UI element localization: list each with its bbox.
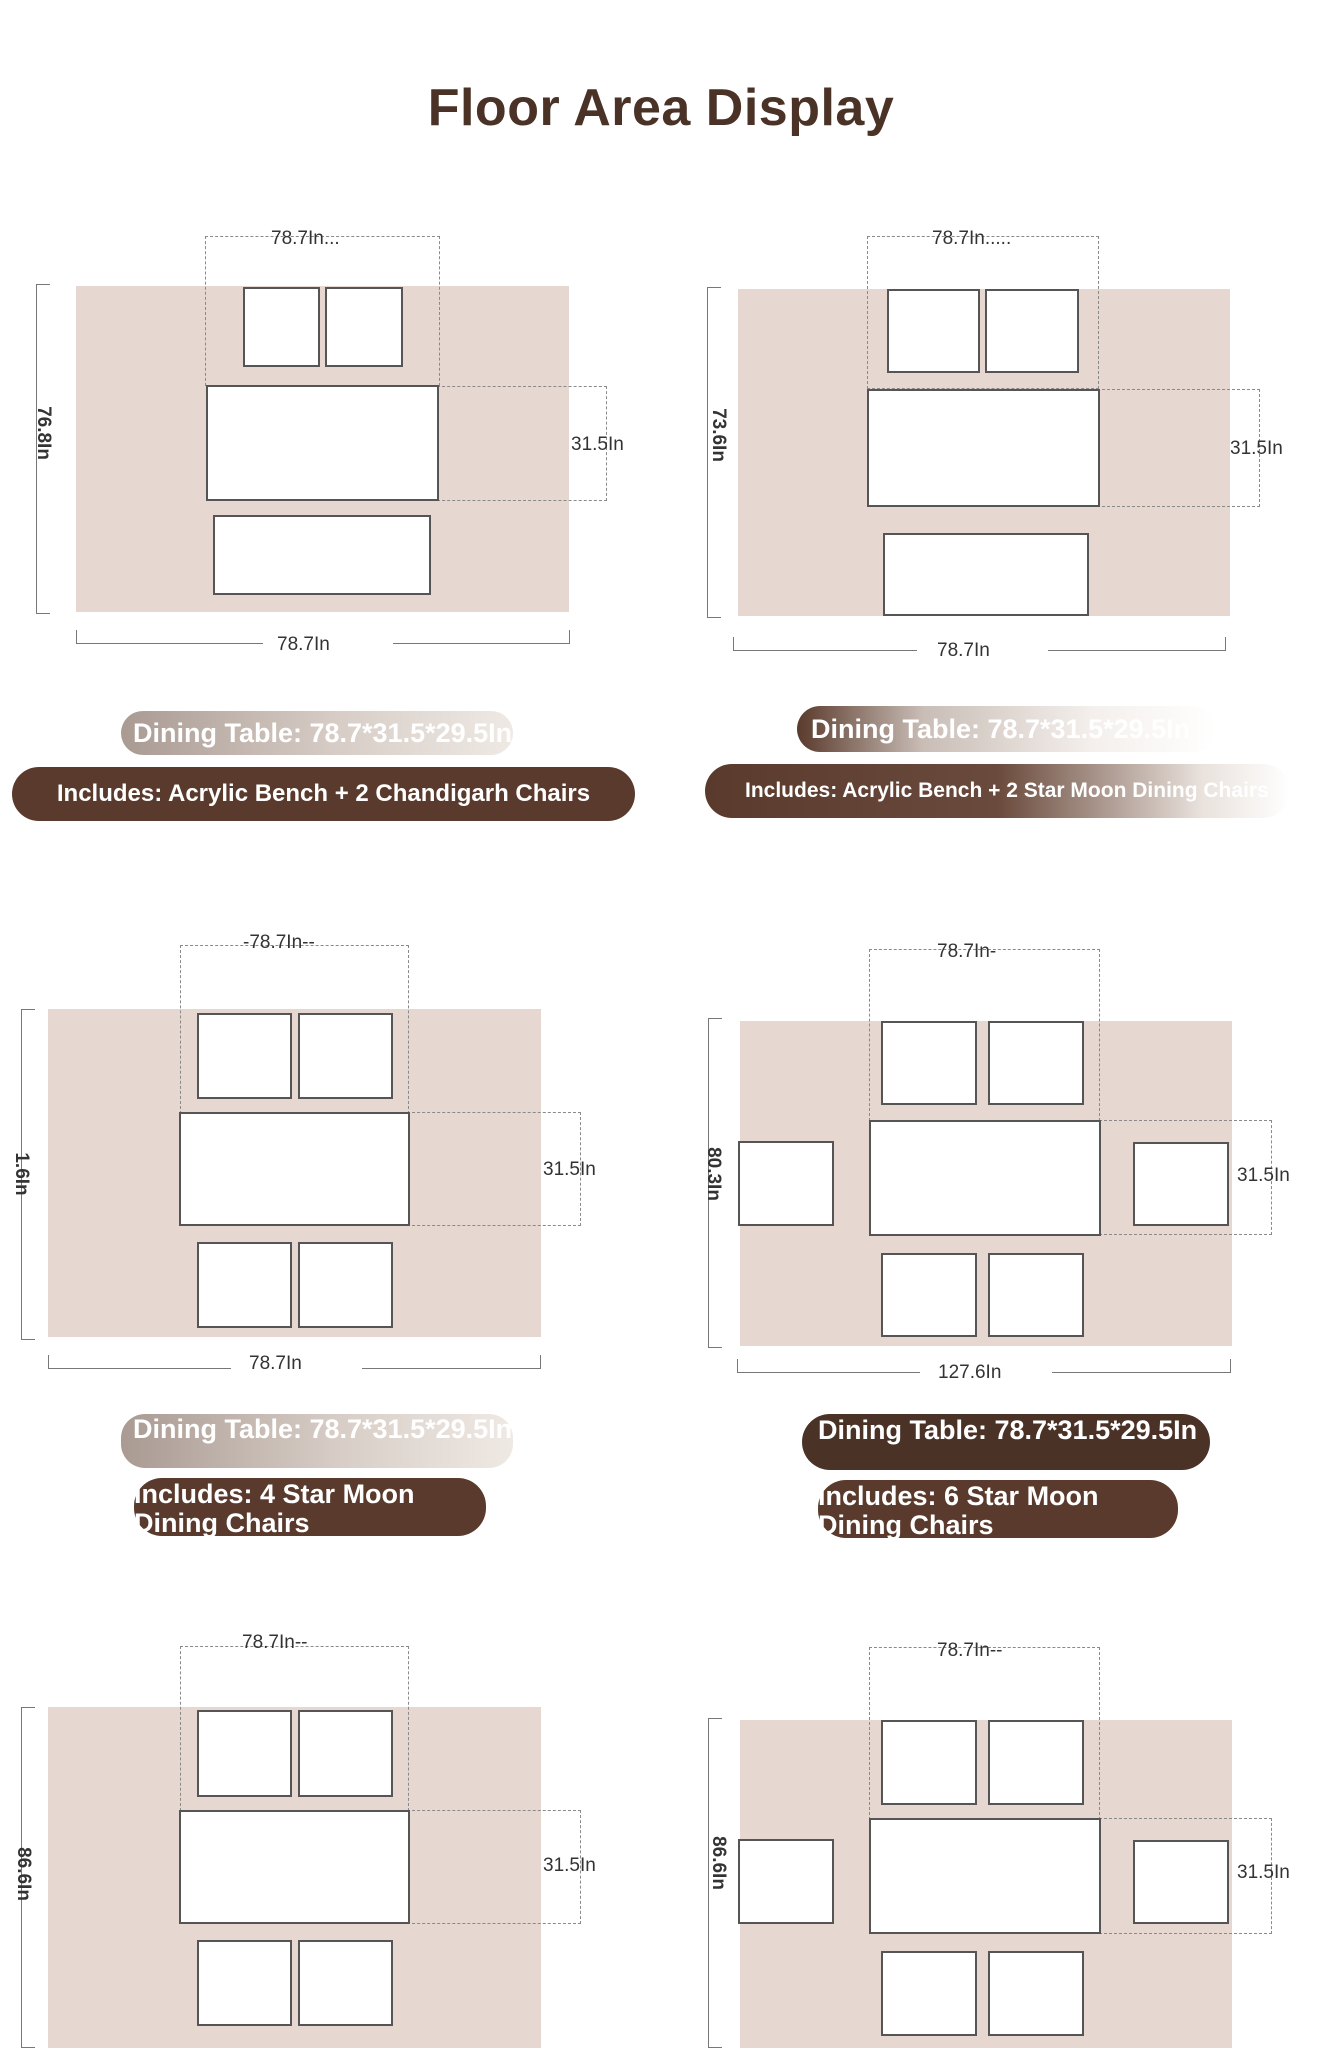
- chair-top-left: [197, 1710, 292, 1797]
- chair-bottom-right: [298, 1242, 393, 1328]
- chair-bottom-left: [197, 1940, 292, 2026]
- right-dimension: 31.5In: [571, 434, 624, 455]
- bottom-bracket-left: [76, 643, 263, 644]
- top-dimension: -78.7In--: [243, 932, 315, 953]
- right-dimension: 31.5In: [1237, 1165, 1290, 1186]
- right-dimension: 31.5In: [1230, 438, 1283, 459]
- bottom-bracket-right: [1048, 650, 1226, 651]
- dining-table-label: Dining Table: 78.7*31.5*29.5In: [121, 1414, 513, 1468]
- top-dimension: 78.7In--: [242, 1632, 308, 1653]
- bottom-tick-right: [569, 630, 570, 644]
- bottom-tick-right: [540, 1355, 541, 1369]
- dining-table: [179, 1810, 410, 1924]
- bottom-bracket-right: [393, 643, 570, 644]
- bottom-tick-left: [737, 1359, 738, 1373]
- bottom-bracket-left: [737, 1372, 920, 1373]
- side-dimension: 1.6In: [11, 1152, 32, 1196]
- bottom-dimension: 78.7In: [249, 1353, 302, 1374]
- right-dimension: 31.5In: [1237, 1862, 1290, 1883]
- bottom-tick-left: [48, 1355, 49, 1369]
- bottom-bracket-right: [1052, 1372, 1231, 1373]
- right-dimension: 31.5In: [543, 1855, 596, 1876]
- dining-table: [206, 385, 439, 501]
- chair-bottom-right: [988, 1951, 1084, 2036]
- chair-end-right: [1133, 1142, 1229, 1226]
- chair-end-left: [738, 1839, 834, 1924]
- chair-top-right: [298, 1013, 393, 1099]
- chair-top-right: [988, 1021, 1084, 1105]
- includes-label: Includes: 4 Star Moon Dining Chairs: [134, 1478, 486, 1536]
- dining-table: [869, 1818, 1101, 1934]
- bottom-dimension: 78.7In: [277, 634, 330, 655]
- chair-bottom-right: [298, 1940, 393, 2026]
- side-dimension: 73.6In: [708, 408, 729, 462]
- dining-table-label: Dining Table: 78.7*31.5*29.5In: [121, 711, 513, 755]
- chair-right: [325, 287, 403, 367]
- bottom-dimension: 127.6In: [938, 1362, 1002, 1383]
- top-dimension: 78.7In...: [271, 228, 340, 249]
- bench: [883, 533, 1089, 616]
- bottom-tick-right: [1230, 1359, 1231, 1373]
- chair-top-left: [881, 1720, 977, 1805]
- dining-table-label: Dining Table: 78.7*31.5*29.5In: [802, 1414, 1210, 1470]
- chair-end-right: [1133, 1840, 1229, 1924]
- dining-table: [867, 389, 1100, 507]
- bottom-bracket-left: [733, 650, 917, 651]
- dining-table: [179, 1112, 410, 1226]
- chair-top-right: [988, 1720, 1084, 1805]
- chair-top-left: [881, 1021, 977, 1105]
- top-dimension: 78.7In.....: [932, 228, 1012, 249]
- side-dimension: 76.8In: [33, 406, 54, 460]
- top-dimension: 78.7In-: [937, 941, 997, 962]
- top-dimension: 78.7In--: [937, 1640, 1003, 1661]
- chair-top-left: [197, 1013, 292, 1099]
- dining-table: [869, 1120, 1101, 1236]
- chair-bottom-right: [988, 1253, 1084, 1337]
- side-dimension: 80.3In: [703, 1147, 724, 1201]
- includes-label: Includes: Acrylic Bench + 2 Chandigarh Chairs: [12, 767, 635, 821]
- bottom-tick-left: [733, 637, 734, 651]
- bottom-dimension: 78.7In: [937, 640, 990, 661]
- chair-left: [243, 287, 320, 367]
- chair-top-right: [298, 1710, 393, 1797]
- page-title: Floor Area Display: [427, 79, 895, 137]
- includes-label: Includes: 6 Star Moon Dining Chairs: [818, 1480, 1178, 1538]
- side-dimension: 86.6In: [708, 1836, 729, 1890]
- bottom-tick-left: [76, 630, 77, 644]
- chair-right: [985, 289, 1079, 373]
- bottom-bracket-left: [48, 1368, 231, 1369]
- side-dimension: 86.6In: [13, 1847, 34, 1901]
- right-dimension: 31.5In: [543, 1159, 596, 1180]
- bottom-bracket-right: [362, 1368, 540, 1369]
- chair-bottom-left: [881, 1253, 977, 1337]
- chair-bottom-left: [881, 1951, 977, 2036]
- bench: [213, 515, 431, 595]
- chair-end-left: [738, 1141, 834, 1226]
- chair-bottom-left: [197, 1242, 292, 1328]
- chair-left: [887, 289, 980, 373]
- table-width-guide: [205, 236, 440, 386]
- bottom-tick-right: [1225, 637, 1226, 651]
- includes-label: Includes: Acrylic Bench + 2 Star Moon Dining Chairs: [705, 764, 1290, 818]
- dining-table-label: Dining Table: 78.7*31.5*29.5In: [797, 706, 1217, 752]
